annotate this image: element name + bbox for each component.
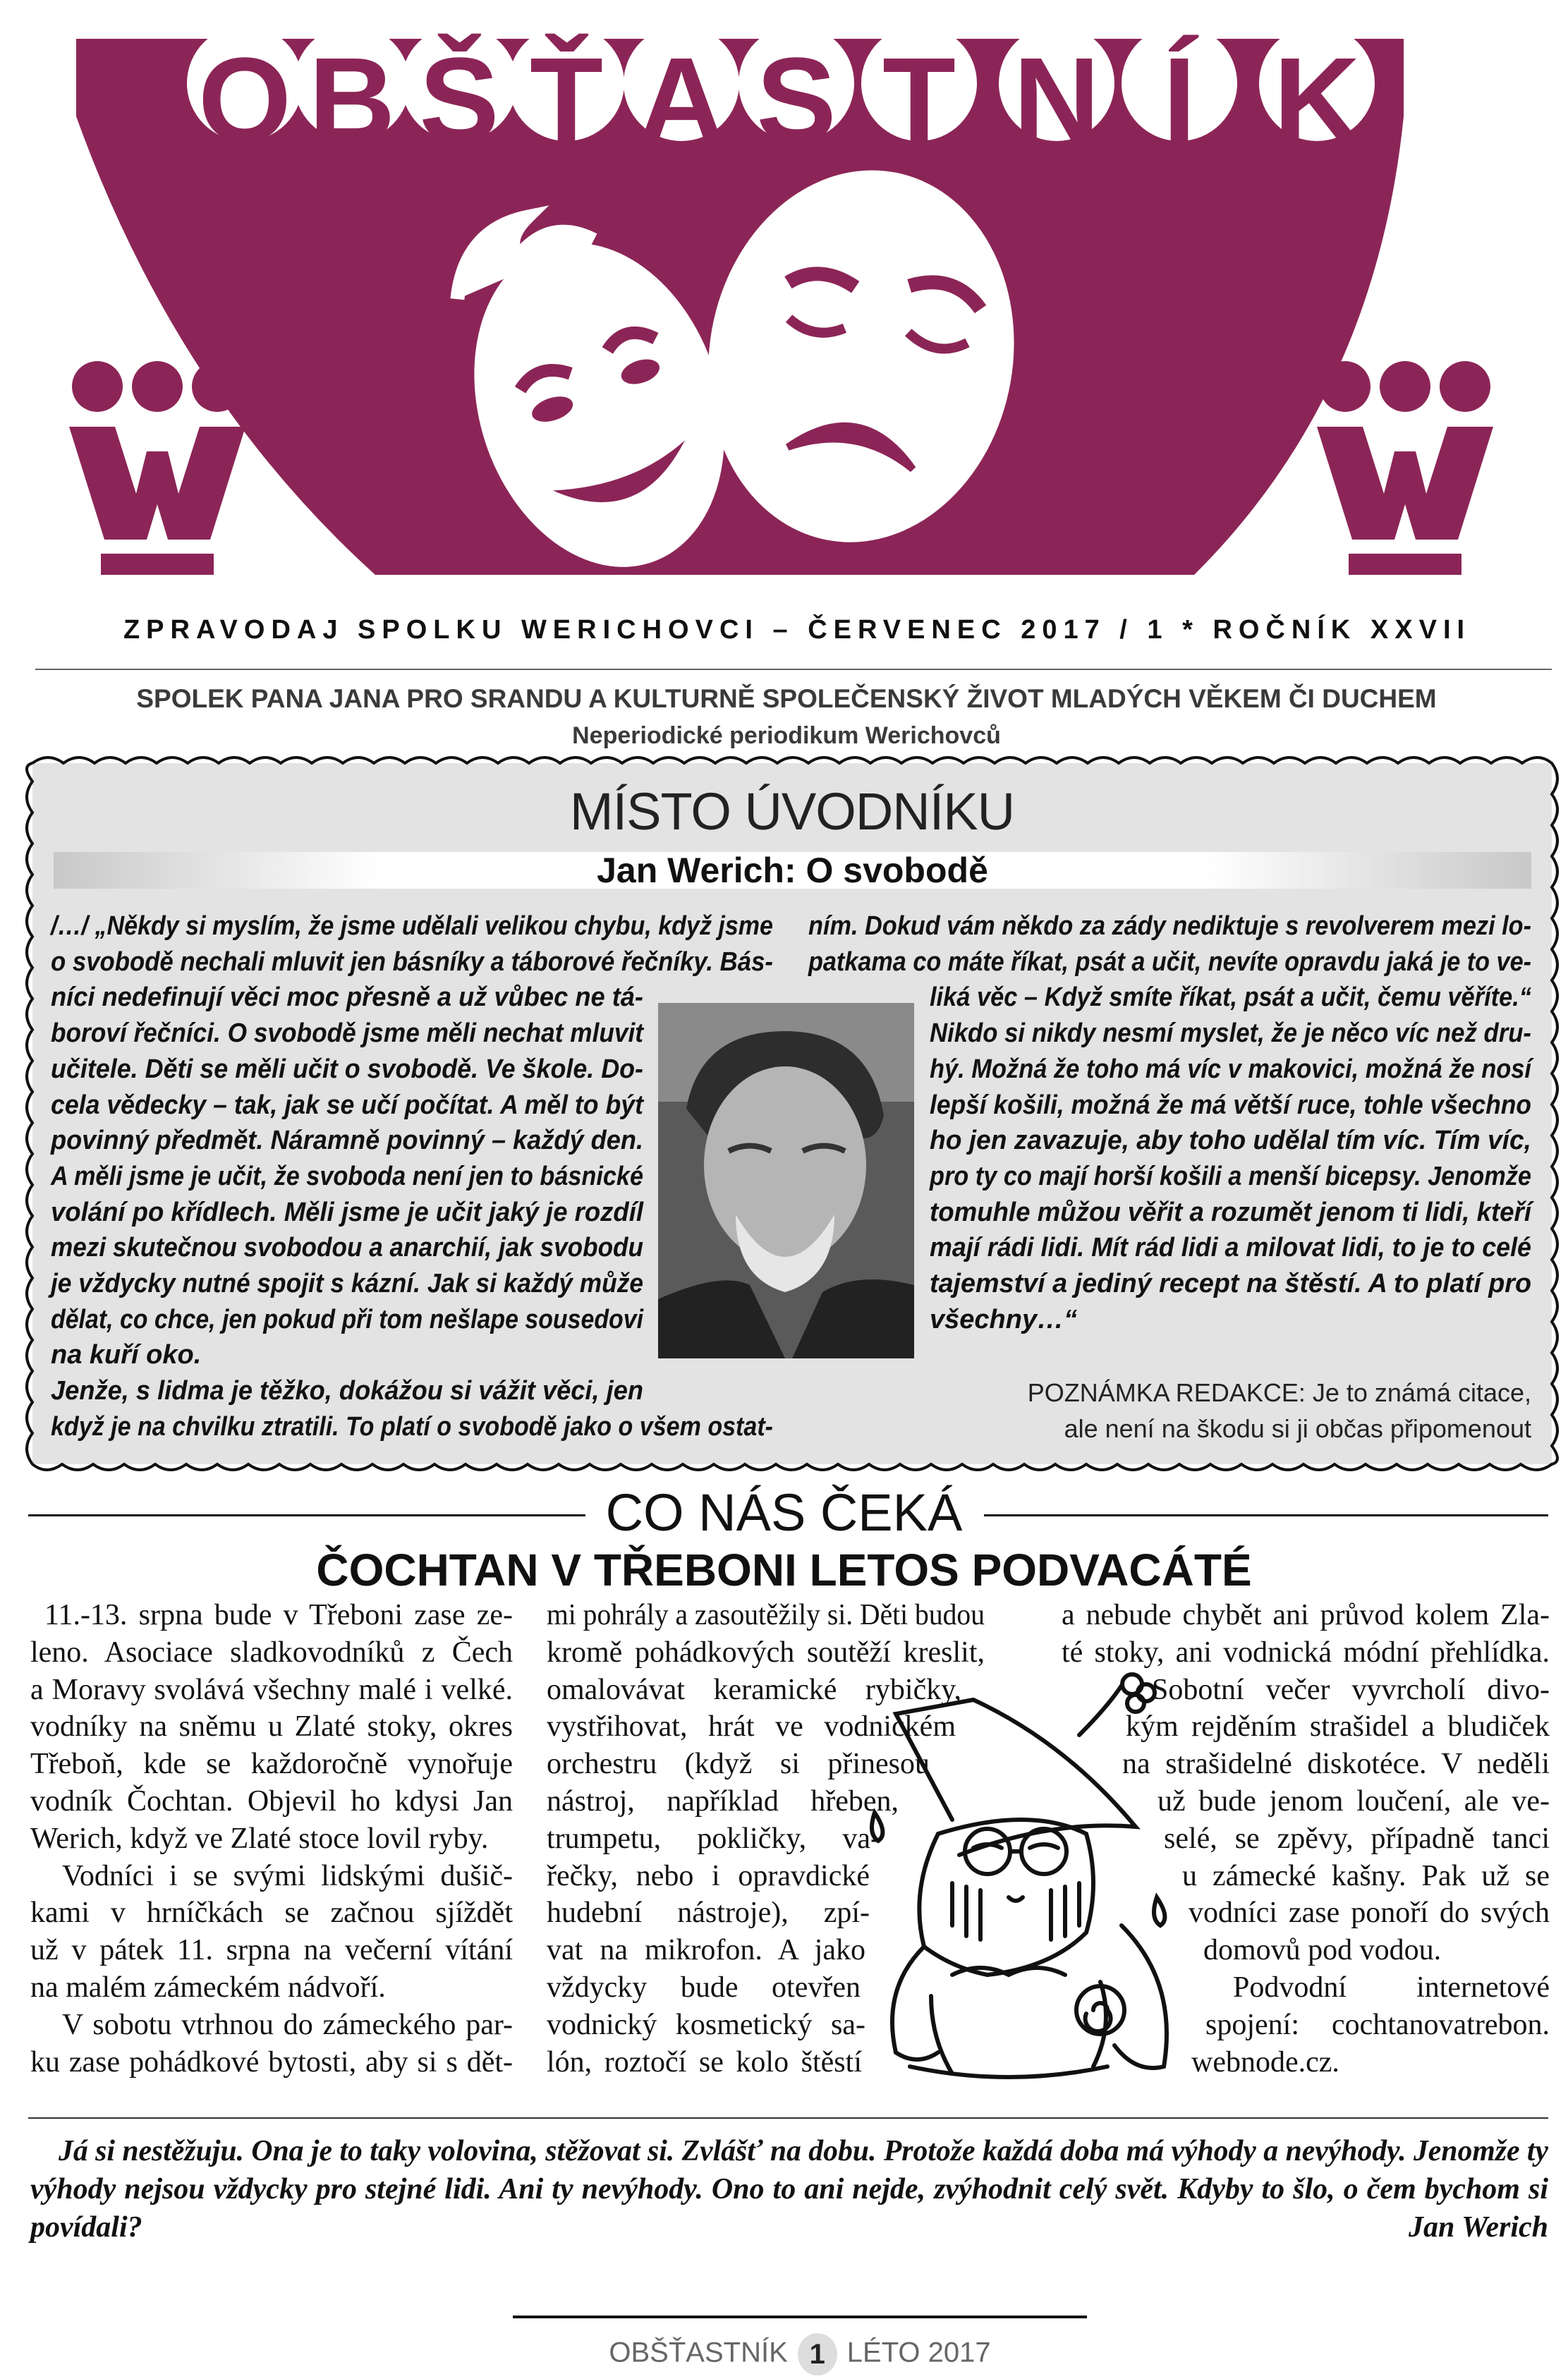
text-line (930, 1195, 1531, 1230)
line-text: vat na mikrofon. A jako (547, 1934, 865, 1967)
text-line (30, 1635, 513, 1670)
line-text: hý. Možná že toho má víc v makovici, možná že nosí (930, 1054, 1531, 1084)
line-text: liká věc – Když smíte říkat, psát a učit, čemu věříte.“ (930, 982, 1531, 1013)
line-text: u zámecké kašny. Pak už se (1182, 1859, 1550, 1892)
line-text: na malém zámeckém nádvoří. (30, 1971, 386, 2004)
title-letter: N (1013, 33, 1100, 167)
line-text: Werich, když ve Zlaté stoce lovil ryby. (30, 1822, 489, 1855)
line-text: cela vědecky – tak, jak se učí počítat. A měl to být (51, 1090, 643, 1120)
text-line (30, 1821, 513, 1856)
line-text: A měli jsme je učit, že svoboda není jen to básnické (51, 1161, 643, 1191)
line-text: Třeboň, kde se každoročně vynořuje (30, 1748, 513, 1781)
line-text: vodníky na sněmu u Zlaté stoky, okres (30, 1710, 513, 1744)
text-line (51, 1052, 643, 1087)
text-line (930, 1230, 1531, 1265)
text-line (547, 1784, 899, 1819)
editorial-subtitle: Jan Werich: O svobodě (597, 851, 988, 890)
line-text: tajemství a jediný recept na štěstí. A to platí pro (930, 1269, 1531, 1298)
text-line (51, 1088, 643, 1123)
footer-rule (513, 2316, 1087, 2318)
text-line (30, 1933, 513, 1968)
line-text: je vždycky nutné spojit s kázní. Jak si každý může (51, 1269, 643, 1298)
text-line (930, 1302, 1531, 1337)
text-line (51, 980, 643, 1015)
portrait-photo (658, 1003, 914, 1358)
line-text: lón, roztočí se kolo štěstí (547, 2045, 862, 2079)
title-letter: Í (1162, 33, 1196, 167)
line-text: řečky, nebo i opravdické (547, 1859, 870, 1892)
section-title: CO NÁS ČEKÁ (605, 1483, 963, 1542)
text-line (1126, 1709, 1550, 1744)
line-text: už bude jenom loučení, ale ve- (1157, 1785, 1550, 1818)
line-text: mi pohrály a zasoutěžily si. Děti budou (547, 1599, 985, 1631)
text-line (30, 1970, 513, 2005)
line-text: domovů pod vodou. (1203, 1934, 1442, 1967)
line-text: ale není na škodu si ji občas připomenout (1064, 1413, 1531, 1443)
line-text: dělat, co chce, jen pokud při tom nešlape sousedovi (51, 1304, 643, 1334)
text-line (1152, 1672, 1550, 1708)
line-text: leno. Asociace sladkovodníků z Čech (30, 1636, 513, 1669)
title-letter: Ť (530, 33, 603, 167)
line-text: V sobotu vtrhnou do zámeckého par- (62, 2008, 513, 2041)
text-line (930, 1266, 1531, 1301)
title-letter: S (756, 33, 837, 167)
text-line (51, 1016, 643, 1051)
footer-season: LÉTO 2017 (846, 2337, 991, 2368)
text-line (30, 1746, 513, 1782)
title-letter: A (638, 33, 725, 167)
line-text: kami v hrníčkách se začnou sjíždět (30, 1897, 513, 1930)
line-text: kým rejděním strašidel a bludiček (1126, 1710, 1550, 1744)
text-line (547, 1746, 930, 1782)
text-line (547, 2007, 865, 2043)
text-line (30, 1709, 513, 1744)
line-text: ku zase pohádkové bytosti, aby si s dět- (30, 2045, 513, 2079)
line-text: Podvodní internetové (1233, 1971, 1550, 2004)
text-line (51, 1337, 643, 1373)
text-line (30, 2172, 1548, 2207)
line-text: hudební nástroje), zpí- (547, 1897, 870, 1930)
line-text: na strašidelné diskotéce. V neděli (1122, 1748, 1550, 1781)
article-headline: ČOCHTAN V TŘEBONI LETOS PODVACÁTÉ (316, 1545, 1252, 1595)
line-text: tomuhle můžou věřit a rozumět jenom ti lidi, kteří (930, 1197, 1531, 1227)
text-line (44, 1598, 513, 1633)
text-line (930, 1088, 1531, 1123)
text-line (1191, 2045, 1550, 2080)
text-line (1233, 1970, 1550, 2005)
text-line (30, 1672, 513, 1708)
line-text: omalovávat keramické rybičky, (547, 1673, 961, 1706)
title-letter: K (1273, 33, 1361, 167)
title-letter: T (882, 33, 956, 167)
line-text: všechny…“ (930, 1304, 1078, 1334)
line-text: kromě pohádkových soutěží kreslit, (547, 1636, 985, 1669)
line-text: vodnický kosmetický sa- (547, 2008, 865, 2041)
title-letter: O (197, 33, 292, 167)
text-line (51, 1266, 643, 1301)
line-text: webnode.cz. (1191, 2045, 1339, 2079)
text-line (51, 1409, 773, 1444)
line-text: a Moravy svolává všechny malé i velké. (30, 1673, 513, 1706)
text-line (547, 1858, 870, 1894)
line-text: Vodníci i se svými lidskými dušič- (62, 1859, 513, 1892)
text-line (30, 1784, 513, 1819)
text-line (62, 2007, 513, 2043)
title-letter: Š (419, 33, 499, 167)
text-line (1182, 1858, 1550, 1894)
line-text: Jan Werich (1409, 2211, 1548, 2244)
line-text: lepší košili, možná že má větší ruce, tohle všechno (930, 1090, 1531, 1120)
text-line (1270, 2210, 1548, 2245)
text-line (1203, 1933, 1550, 1968)
text-line (51, 1159, 643, 1194)
text-line (1062, 1635, 1550, 1670)
text-line (547, 1895, 870, 1930)
text-line (1205, 2007, 1550, 2043)
text-line (51, 1230, 643, 1265)
text-line (1062, 1598, 1550, 1633)
line-text: patkama co máte říkat, psát a učit, nevíte opravdu jaká je to ve- (808, 947, 1531, 977)
text-line (930, 1052, 1531, 1087)
text-line (1157, 1784, 1550, 1819)
issue-tagline: ZPRAVODAJ SPOLKU WERICHOVCI – ČERVENEC 2017 / 1 * ROČNÍK XXVII (123, 615, 1471, 645)
line-text: výhody nejsou vždycky pro stejné lidi. Ani ty nevýhody. Ono to ani nejde, zvýhodnit celý svět. Kdyby to šlo, o čem bychom si (30, 2173, 1548, 2205)
text-line (59, 2134, 1548, 2169)
line-text: Sobotní večer vyvrcholí divo- (1152, 1673, 1550, 1706)
line-text: volání po křídlech. Měli jsme je učit jaký je rozdíl (51, 1197, 643, 1227)
text-line (808, 908, 1531, 944)
text-line (51, 1123, 643, 1158)
text-line (51, 1195, 643, 1230)
text-line (547, 1672, 961, 1708)
line-text: vodníci zase ponoří do svých (1189, 1897, 1550, 1930)
text-line (917, 1375, 1531, 1411)
line-text: selé, se zpěvy, případně tanci (1164, 1822, 1550, 1855)
line-text: Já si nestěžuju. Ona je to taky volovina, stěžovat si. Zvlášť na dobu. Protože každá doba má výhody a nevýhody. Jenomže ty (59, 2135, 1548, 2167)
line-text: a nebude chybět ani průvod kolem Zla- (1062, 1599, 1550, 1631)
line-text: trumpetu, pokličky, va- (547, 1822, 880, 1855)
text-line (547, 1709, 956, 1744)
page-footer (513, 2333, 1087, 2375)
text-line (51, 944, 773, 980)
line-text: učitele. Děti se měli učit o svobodě. Ve škole. Do- (51, 1054, 643, 1084)
text-line (930, 1016, 1531, 1051)
text-line (30, 1895, 513, 1930)
line-text: povídali? (30, 2211, 142, 2244)
periodical-subtitle: Neperiodické periodikum Werichovců (572, 722, 1001, 749)
line-text: /…/ „Někdy si myslím, že jsme udělali velikou chybu, když jsme (51, 911, 773, 941)
text-line (51, 908, 773, 944)
line-text: níci nedefinují věci moc přesně a už vůbec ne tá- (51, 982, 643, 1013)
line-text: té stoky, ani vodnická módní přehlídka. (1062, 1636, 1550, 1669)
line-text: Nikdo si nikdy nesmí myslet, že je něco víc než dru- (930, 1018, 1531, 1049)
text-line (547, 1635, 985, 1670)
line-text: nástroj, například hřeben, (547, 1785, 899, 1818)
line-text: pro ty co mají horší košili a menší bicepsy. Jenomže (930, 1161, 1531, 1191)
title-letter: B (308, 33, 396, 167)
text-line (547, 2045, 862, 2080)
line-text: vodník Čochtan. Objevil ho kdysi Jan (30, 1785, 513, 1818)
text-line (547, 1970, 861, 2005)
text-line (30, 2045, 513, 2080)
text-line (547, 1598, 985, 1633)
line-text: mezi skutečnou svobodou a anarchií, jak svobodu (51, 1233, 643, 1263)
line-text: boroví řečníci. O svobodě jsme měli nechat mluvit (51, 1018, 643, 1049)
line-text: ho jen zavazuje, aby toho udělal tím víc. Tím víc, (930, 1126, 1531, 1156)
editorial-title: MÍSTO ÚVODNÍKU (569, 782, 1015, 841)
text-line (547, 1933, 865, 1968)
line-text: Jenže, s lidma je těžko, dokážou si vážit věci, jen (51, 1376, 643, 1406)
line-text: spojení: cochtanovatrebon. (1205, 2008, 1550, 2041)
line-text: vystřihovat, hrát ve vodnickém (547, 1710, 956, 1744)
line-text: na kuří oko. (51, 1340, 202, 1370)
line-text: vždycky bude otevřen (547, 1971, 861, 2004)
line-text: POZNÁMKA REDAKCE: Je to známá citace, (1027, 1378, 1531, 1407)
line-text: 11.-13. srpna bude v Třeboni zase ze- (44, 1599, 513, 1631)
text-line (808, 944, 1531, 980)
text-line (930, 980, 1531, 1015)
text-line (917, 1411, 1531, 1447)
line-text: o svobodě nechali mluvit jen básníky a táborové řečníky. Bás- (51, 947, 773, 977)
page-number: 1 (798, 2333, 837, 2375)
text-line (930, 1159, 1531, 1194)
text-line (1122, 1746, 1550, 1782)
text-line (930, 1123, 1531, 1158)
line-text: ním. Dokud vám někdo za zády nediktuje s revolverem mezi lo- (808, 911, 1531, 941)
society-subtitle: SPOLEK PANA JANA PRO SRANDU A KULTURNĚ SPOLEČENSKÝ ŽIVOT MLADÝCH VĚKEM ČI DUCHEM (136, 684, 1437, 713)
line-text: mají rádi lidi. Mít rád lidi a milovat lidi, to je to celé (930, 1233, 1531, 1263)
text-line (1164, 1821, 1550, 1856)
line-text: když je na chvilku ztratili. To platí o svobodě jako o všem ostat- (51, 1411, 773, 1442)
text-line (51, 1373, 643, 1408)
text-line (51, 1302, 643, 1337)
quote-rule (28, 2117, 1548, 2119)
line-text: povinný předmět. Náramně povinný – každý den. (51, 1126, 643, 1156)
footer-title: OBŠŤASTNÍK (609, 2337, 788, 2368)
text-line (547, 1821, 880, 1856)
text-line (1189, 1895, 1550, 1930)
line-text: už v pátek 11. srpna na večerní vítání (30, 1934, 513, 1967)
line-text: orchestru (když si přinesou (547, 1748, 930, 1781)
text-line (62, 1858, 513, 1894)
